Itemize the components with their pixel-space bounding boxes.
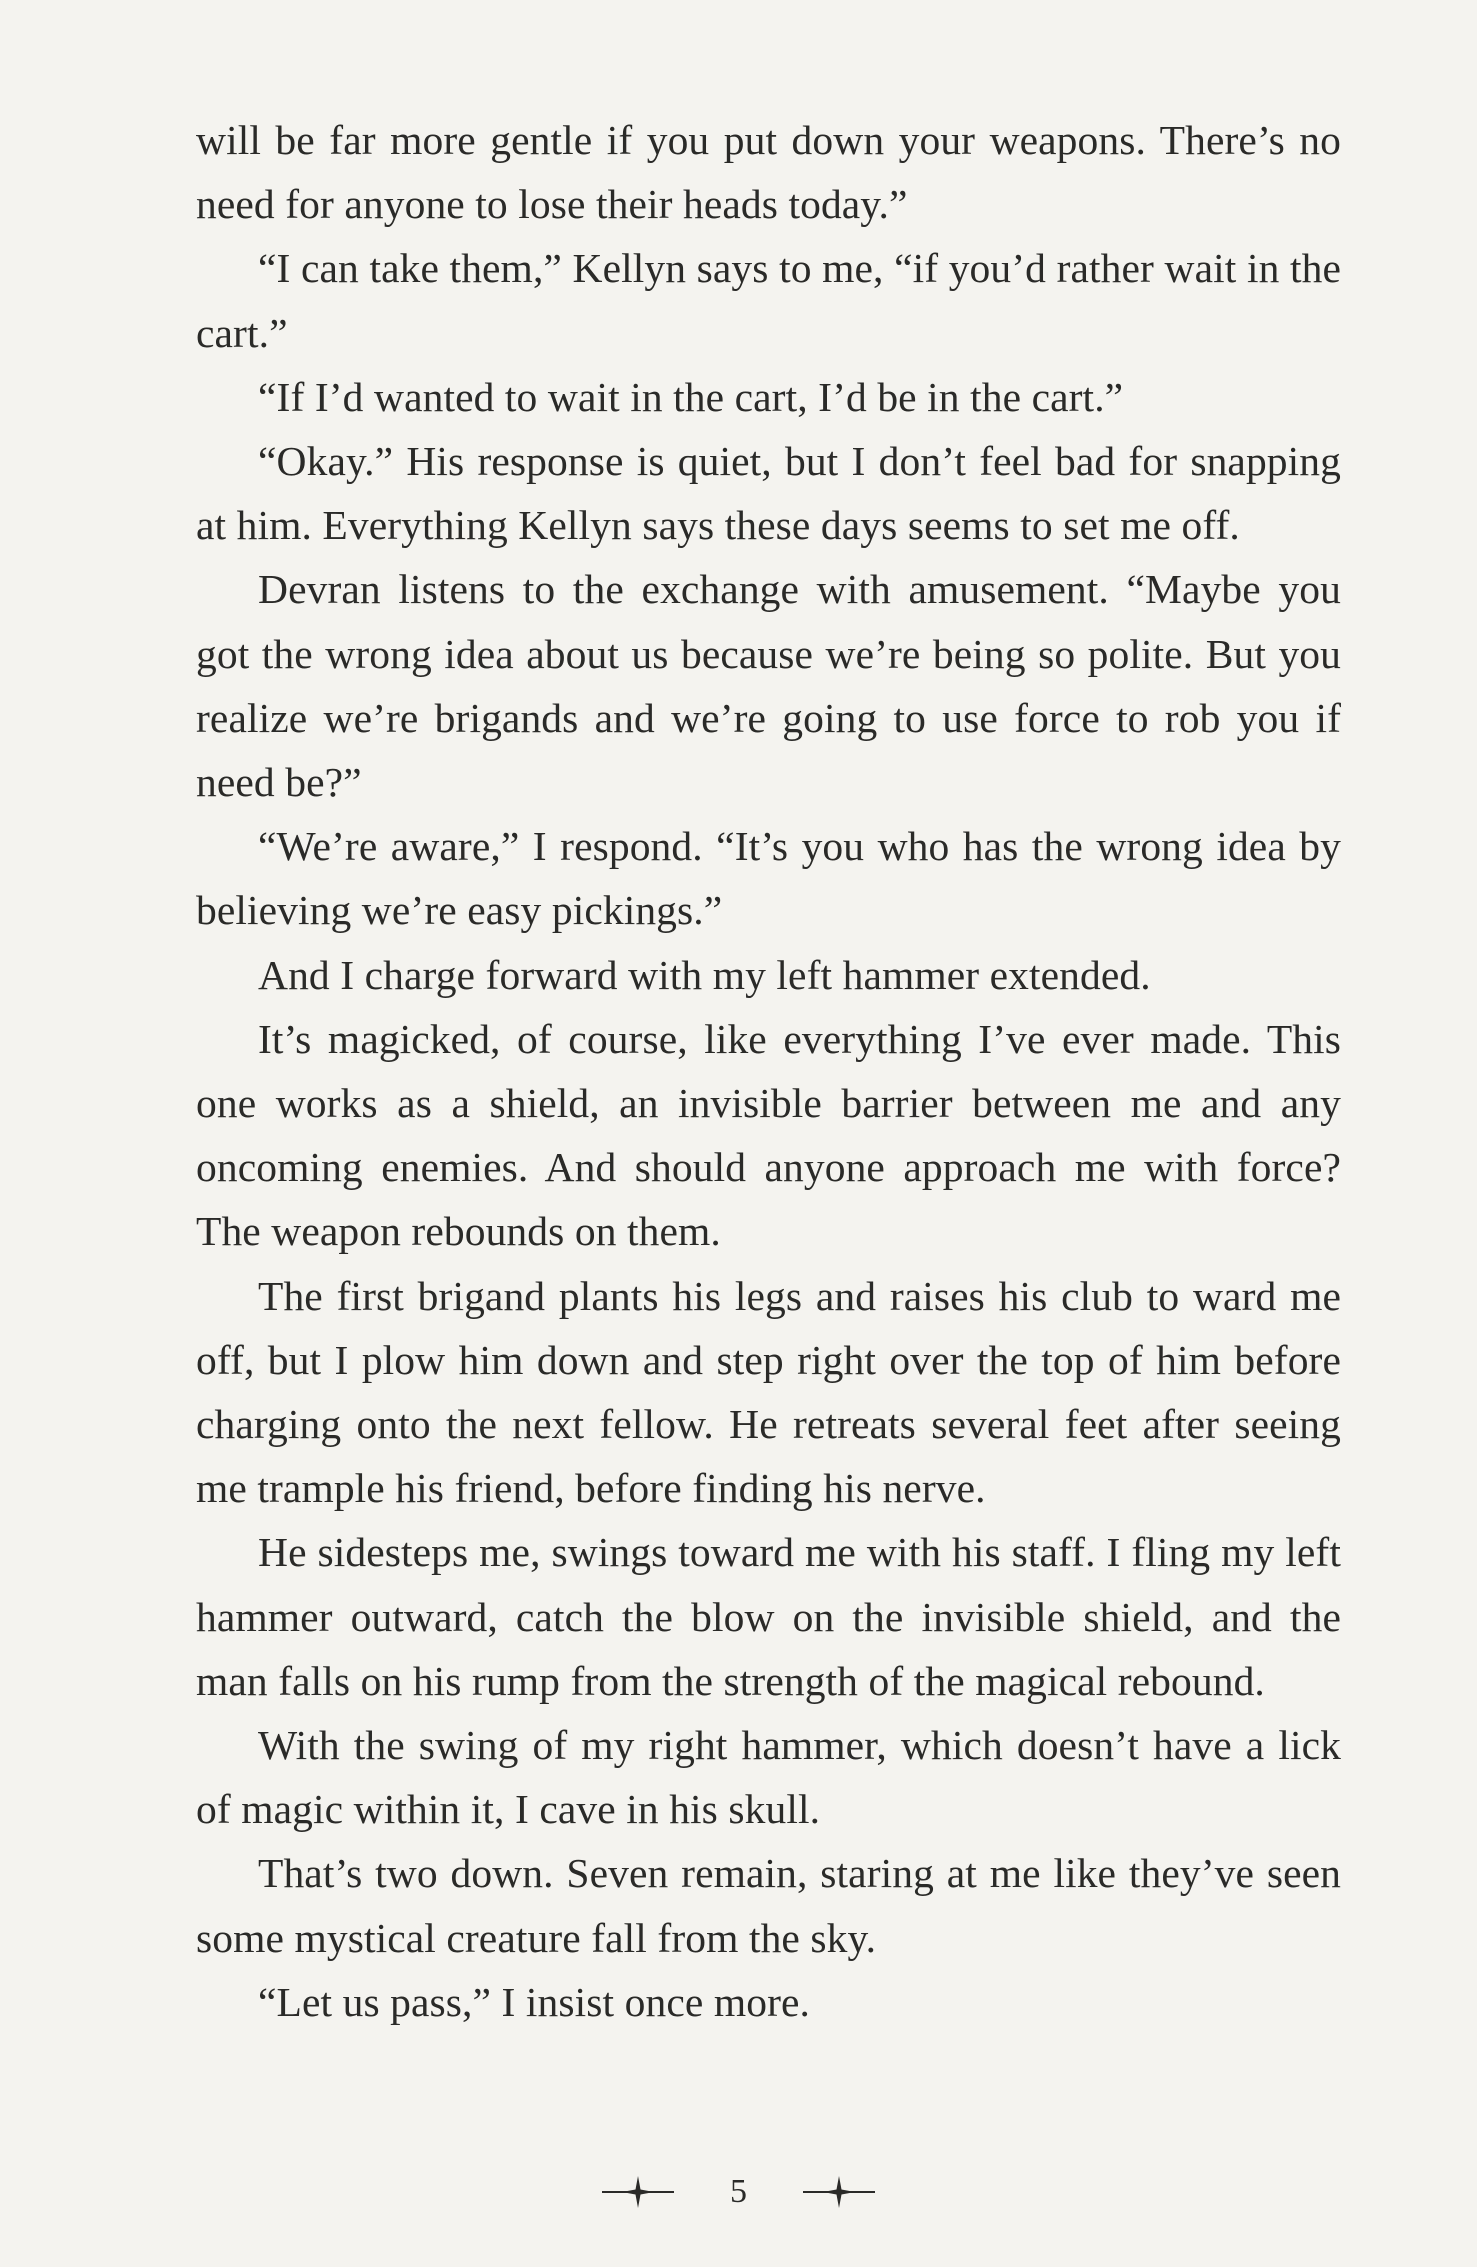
star-flourish-icon <box>598 2172 678 2212</box>
paragraph: Devran listens to the exchange with amusement. “Maybe you got the wrong idea about us because we’re being so polite. But you realize we’re brigands and we’re going to use force to rob you if need be?” <box>196 566 1341 806</box>
page-number: 5 <box>730 2173 747 2210</box>
paragraph: will be far more gentle if you put down your weapons. There’s no need for anyone to lose their heads today.” <box>196 117 1341 228</box>
paragraph: He sidesteps me, swings toward me with his staff. I fling my left hammer outward, catch the blow on the invisible shield, and the man falls on his rump from the strength of the magical rebound. <box>196 1529 1341 1704</box>
page-footer <box>0 2162 1477 2222</box>
paragraph: “Okay.” His response is quiet, but I don’t feel bad for snapping at him. Everything Kellyn says these days seems to set me off. <box>196 438 1341 549</box>
paragraph: And I charge forward with my left hammer extended. <box>258 951 1151 998</box>
star-flourish-icon <box>799 2172 879 2212</box>
paragraph: “We’re aware,” I respond. “It’s you who has the wrong idea by believing we’re easy pickings.” <box>196 823 1341 934</box>
paragraph: The first brigand plants his legs and raises his club to ward me off, but I plow him down and step right over the top of him before charging onto the next fellow. He retreats several feet after seeing me trample his friend, before finding his nerve. <box>196 1272 1341 1512</box>
paragraph: “Let us pass,” I insist once more. <box>258 1978 810 2025</box>
body-text <box>196 108 1341 2034</box>
paragraph: “If I’d wanted to wait in the cart, I’d be in the cart.” <box>258 373 1124 420</box>
paragraph: “I can take them,” Kellyn says to me, “if you’d rather wait in the cart.” <box>196 245 1341 356</box>
paragraph: With the swing of my right hammer, which doesn’t have a lick of magic within it, I cave in his skull. <box>196 1722 1341 1833</box>
paragraph: That’s two down. Seven remain, staring at me like they’ve seen some mystical creature fall from the sky. <box>196 1850 1341 1961</box>
paragraph: It’s magicked, of course, like everything I’ve ever made. This one works as a shield, an invisible barrier between me and any oncoming enemies. And should anyone approach me with force? The weapon rebounds on them. <box>196 1015 1341 1255</box>
